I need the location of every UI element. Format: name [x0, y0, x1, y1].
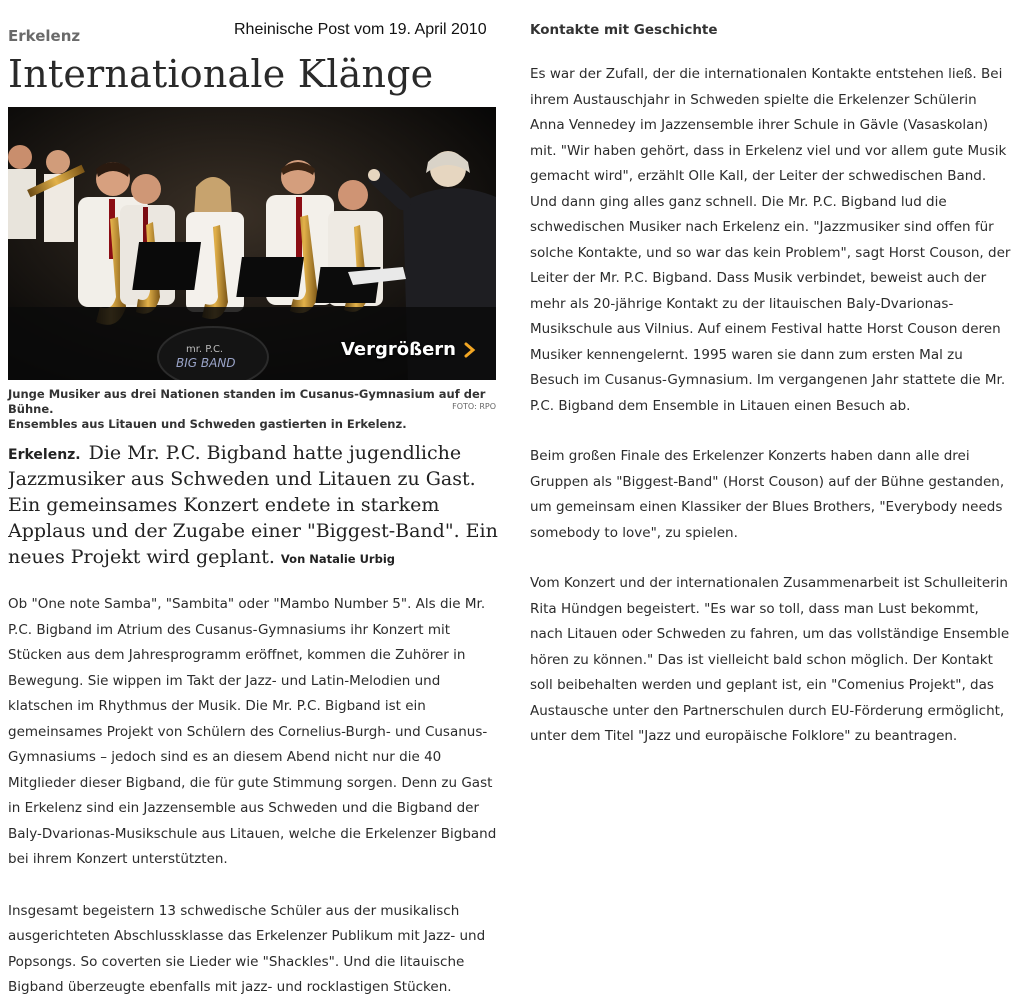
lead-text: Die Mr. P.C. Bigband hatte jugendliche Jazzmusiker aus Schweden und Litauen zu Gast. Ein gemeinsames Konzert endete in starkem Applaus und der Zugabe einer "Biggest-Band". Ein neues Projekt wird geplant.: [8, 442, 498, 568]
drum-text-2: BIG BAND: [176, 356, 236, 370]
caption-line-1: Junge Musiker aus drei Nationen standen im Cusanus-Gymnasium auf der Bühne.: [8, 387, 486, 416]
lead-paragraph: [8, 440, 508, 573]
enlarge-button[interactable]: [341, 339, 476, 360]
lead-place: Erkelenz.: [8, 447, 81, 463]
source-line: Rheinische Post vom 19. April 2010: [234, 21, 487, 38]
caption-line-2: Ensembles aus Litauen und Schweden gastierten in Erkelenz.: [8, 417, 407, 431]
headline: Internationale Klänge: [8, 52, 434, 96]
author-byline: Von Natalie Urbig: [280, 552, 395, 566]
bass-drum: [158, 327, 268, 380]
right-column: [530, 62, 1014, 750]
drum-text: mr. P.C.: [186, 344, 224, 355]
body-paragraph-4: Beim großen Finale des Erkelenzer Konzerts haben dann alle drei Gruppen als "Biggest-Band" (Horst Couson) auf der Bühne gestanden, um gemeinsam einen Klassiker der Blues Brothers, "Everybody needs somebody to love", zu spielen.: [530, 448, 1005, 541]
left-column: [8, 592, 508, 1001]
body-paragraph-1: Ob "One note Samba", "Sambita" oder "Mambo Number 5". Als die Mr. P.C. Bigband im Atrium des Cusanus-Gymnasiums ihr Konzert mit Stücken aus dem Jahresprogramm eröffnet, kommen die Zuhörer in Bewegung. Sie wippen im Takt der Jazz- und Latin-Melodien und klatschen im Rhythmus der Musik. Die Mr. P.C. Bigband ist ein gemeinsames Projekt von Schülern des Cornelius-Burgh- und Cusanus-Gymnasiums – jedoch sind es an diesem Abend nicht nur die 40 Mitglieder dieser Bigband, die für gute Stimmung sorgen. Denn zu Gast in Erkelenz sind ein Jazzensemble aus Schweden und die Bigband der Baly-Dvarionas-Musikschule aus Litauen, welche die Erkelenzer Bigband bei ihrem Konzert unterstützten.: [8, 596, 497, 867]
article-photo[interactable]: [8, 107, 496, 380]
section-kicker: Erkelenz: [8, 27, 81, 45]
subheading: Kontakte mit Geschichte: [530, 22, 718, 38]
body-paragraph-2: Insgesamt begeistern 13 schwedische Schüler aus der musikalisch ausgerichteten Abschlussklasse das Erkelenzer Publikum mit Jazz- und Popsongs. So coverten sie Lieder wie "Shackles". Und die litauische Bigband überzeugte ebenfalls mit jazz- und rocklastigen Stücken.: [8, 902, 486, 995]
chevron-right-icon: [464, 342, 476, 358]
enlarge-label: Vergrößern: [340, 339, 456, 360]
body-paragraph-5: Vom Konzert und der internationalen Zusammenarbeit ist Schulleiterin Rita Hündgen begeistert. "Es war so toll, dass man Lust bekommt, nach Litauen oder Schweden zu fahren, um das vollständige Ensemble hören zu können." Das ist vielleicht bald schon möglich. Der Kontakt soll beibehalten werden und geplant ist, ein "Comenius Projekt", das Austausche unter den Partnerschulen durch EU-Förderung ermöglicht, unter dem Titel "Jazz und europäische Folklore" zu beantragen.: [530, 575, 1010, 744]
photo-credit: FOTO: RPO: [452, 402, 496, 411]
photo-caption: [8, 387, 498, 432]
body-paragraph-3: Es war der Zufall, der die internationalen Kontakte entstehen ließ. Bei ihrem Austauschjahr in Schweden spielte die Erkelenzer Schülerin Anna Vennedey im Jazzensemble ihrer Schule in Gävle (Vasaskolan) mit. "Wir haben gehört, dass in Erkelenz viel und vor allem gute Musik gemacht wird", erzählt Olle Kall, der Leiter der schwedischen Band. Und dann ging alles ganz schnell. Die Mr. P.C. Bigband lud die schwedischen Musiker nach Erkelenz ein. "Jazzmusiker sind offen für solche Kontakte, und so war das kein Problem", sagt Horst Couson, der Leiter der Mr. P.C. Bigband. Dass Musik verbindet, beweist auch der mehr als 20-jährige Kontakt zu der litauischen Baly-Dvarionas-Musikschule aus Vilnius. Auf einem Festival hatte Horst Couson deren Musiker kennengelernt. 1995 waren sie dann zum ersten Mal zu Besuch im Cusanus-Gymnasium. Im vergangenen Jahr stattete die Mr. P.C. Bigband dem Ensemble in Litauen einen Besuch ab.: [530, 66, 1011, 414]
